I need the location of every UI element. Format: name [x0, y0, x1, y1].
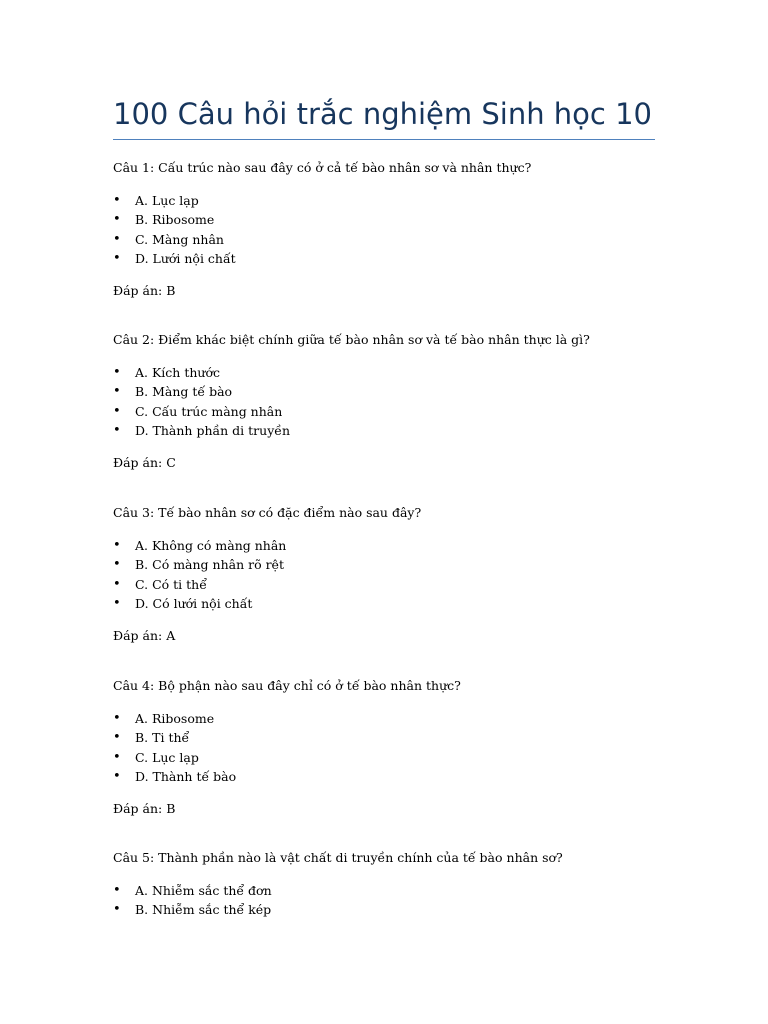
question-block — [113, 504, 673, 645]
answer-text: Đáp án: B — [113, 283, 176, 299]
option-label: A. Nhiễm sắc thể đơn — [135, 883, 272, 898]
option-item — [113, 191, 673, 210]
bullet-icon: • — [113, 231, 121, 247]
option-label: B. Màng tế bào — [135, 384, 233, 400]
question-text: Câu 5: Thành phần nào là vật chất di truyền chính của tế bào nhân sơ? — [113, 850, 563, 865]
option-item — [113, 249, 673, 268]
option-item — [113, 575, 673, 594]
option-label: B. Ti thể — [135, 730, 190, 746]
option-label: D. Thành phần di truyền — [135, 422, 290, 438]
bullet-icon: • — [113, 711, 121, 726]
bullet-icon: • — [113, 403, 121, 419]
question-text: Câu 1: Cấu trúc nào sau đây có ở cả tế bào nhân sơ và nhân thực? — [113, 160, 532, 175]
question-block — [113, 849, 673, 920]
option-label: A. Lục lạp — [135, 193, 199, 208]
option-label: C. Màng nhân — [135, 231, 224, 247]
bullet-icon: • — [113, 768, 121, 784]
bullet-icon: • — [113, 883, 121, 898]
option-label: D. Có lưới nội chất — [135, 595, 253, 611]
options-list — [113, 363, 673, 440]
options-list — [113, 191, 673, 268]
option-label: B. Nhiễm sắc thể kép — [135, 902, 272, 918]
option-item — [113, 210, 673, 229]
option-item — [113, 536, 673, 555]
question-text: Câu 2: Điểm khác biệt chính giữa tế bào nhân sơ và tế bào nhân thực là gì? — [113, 332, 590, 347]
bullet-icon: • — [113, 595, 121, 611]
document-title: 100 Câu hỏi trắc nghiệm Sinh học 10 — [113, 97, 652, 131]
option-item — [113, 881, 673, 900]
bullet-icon: • — [113, 422, 121, 438]
bullet-icon: • — [113, 384, 121, 400]
option-item — [113, 594, 673, 613]
bullet-icon: • — [113, 250, 121, 266]
question-block — [113, 677, 673, 818]
options-list — [113, 881, 673, 920]
question-block — [113, 159, 673, 300]
option-item — [113, 728, 673, 747]
bullet-icon: • — [113, 193, 121, 208]
option-label: B. Có màng nhân rõ rệt — [135, 557, 284, 573]
option-item — [113, 402, 673, 421]
question-text: Câu 3: Tế bào nhân sơ có đặc điểm nào sau đây? — [113, 505, 422, 520]
answer-text: Đáp án: A — [113, 628, 176, 644]
bullet-icon: • — [113, 365, 121, 380]
option-item — [113, 709, 673, 728]
option-label: D. Lưới nội chất — [135, 250, 236, 266]
options-list — [113, 536, 673, 613]
option-label: C. Lục lạp — [135, 749, 199, 765]
answer-text: Đáp án: B — [113, 801, 176, 817]
title-underline — [113, 139, 655, 140]
option-item — [113, 900, 673, 919]
question-text: Câu 4: Bộ phận nào sau đây chỉ có ở tế bào nhân thực? — [113, 678, 461, 693]
option-item — [113, 555, 673, 574]
bullet-icon: • — [113, 749, 121, 765]
bullet-icon: • — [113, 212, 121, 228]
bullet-icon: • — [113, 730, 121, 746]
option-label: A. Ribosome — [135, 711, 215, 726]
bullet-icon: • — [113, 538, 121, 553]
option-item — [113, 767, 673, 786]
option-item — [113, 230, 673, 249]
option-item — [113, 363, 673, 382]
option-label: B. Ribosome — [135, 212, 215, 228]
option-label: D. Thành tế bào — [135, 768, 237, 784]
answer-text: Đáp án: C — [113, 455, 176, 471]
options-list — [113, 709, 673, 786]
option-item — [113, 382, 673, 401]
bullet-icon: • — [113, 576, 121, 592]
option-label: C. Có ti thể — [135, 576, 207, 592]
option-label: A. Không có màng nhân — [135, 538, 287, 553]
option-item — [113, 421, 673, 440]
option-label: C. Cấu trúc màng nhân — [135, 403, 283, 419]
question-block — [113, 331, 673, 472]
option-label: A. Kích thước — [135, 365, 220, 380]
bullet-icon: • — [113, 902, 121, 918]
bullet-icon: • — [113, 557, 121, 573]
option-item — [113, 748, 673, 767]
